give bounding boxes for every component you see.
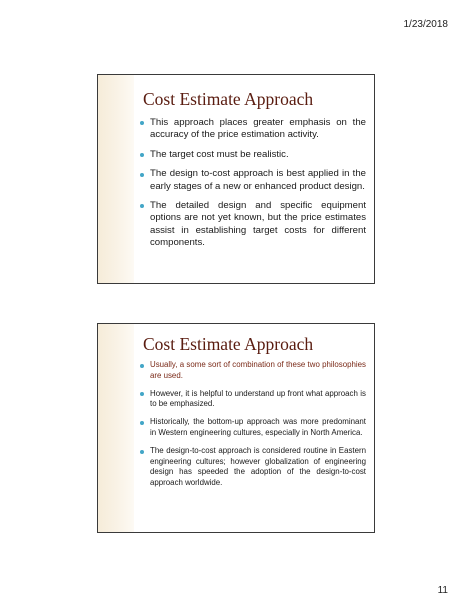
bullet-text: The design to-cost approach is best applied in the early stages of a new or enhanced product design. [150, 168, 366, 192]
bullet-item [140, 417, 366, 438]
bullet-item-highlighted [140, 360, 366, 381]
page-number: 11 [437, 585, 448, 596]
bullet-text: This approach places greater emphasis on the accuracy of the price estimation activity. [150, 117, 366, 141]
bullet-dot-icon [140, 392, 144, 396]
bullet-dot-icon [140, 153, 144, 157]
page-date: 1/23/2018 [403, 19, 448, 30]
slide-title: Cost Estimate Approach [143, 89, 314, 109]
slide-decorative-band [98, 75, 134, 283]
slide-content [140, 324, 366, 532]
bullet-list [140, 117, 366, 250]
slide-title: Cost Estimate Approach [143, 334, 314, 354]
bullet-dot-icon [140, 364, 144, 368]
bullet-list [140, 360, 366, 488]
slide-2 [97, 323, 375, 533]
bullet-text: The design-to-cost approach is considered routine in Eastern engineering cultures; however globalization of engineering design has speeded the adoption of the design-to-cost approach worldwide. [150, 446, 366, 487]
bullet-item [140, 168, 366, 193]
slide-decorative-band [98, 324, 134, 532]
bullet-item [140, 149, 366, 161]
slide-1 [97, 74, 375, 284]
bullet-item [140, 200, 366, 250]
bullet-item [140, 117, 366, 142]
slide-content [140, 75, 366, 283]
bullet-dot-icon [140, 173, 144, 177]
bullet-text: Historically, the bottom-up approach was more predominant in Western engineering cultures, especially in North America. [150, 417, 366, 437]
bullet-text: The detailed design and specific equipment options are not yet known, but the price estimates assist in establishing target costs for different components. [150, 200, 366, 249]
bullet-dot-icon [140, 121, 144, 125]
bullet-item [140, 389, 366, 410]
bullet-text: Usually, a some sort of combination of these two philosophies are used. [150, 360, 366, 380]
bullet-dot-icon [140, 450, 144, 454]
bullet-item [140, 446, 366, 488]
bullet-text: The target cost must be realistic. [150, 148, 289, 160]
bullet-dot-icon [140, 421, 144, 425]
bullet-text: However, it is helpful to understand up front what approach is to be emphasized. [150, 388, 366, 409]
bullet-dot-icon [140, 204, 144, 208]
